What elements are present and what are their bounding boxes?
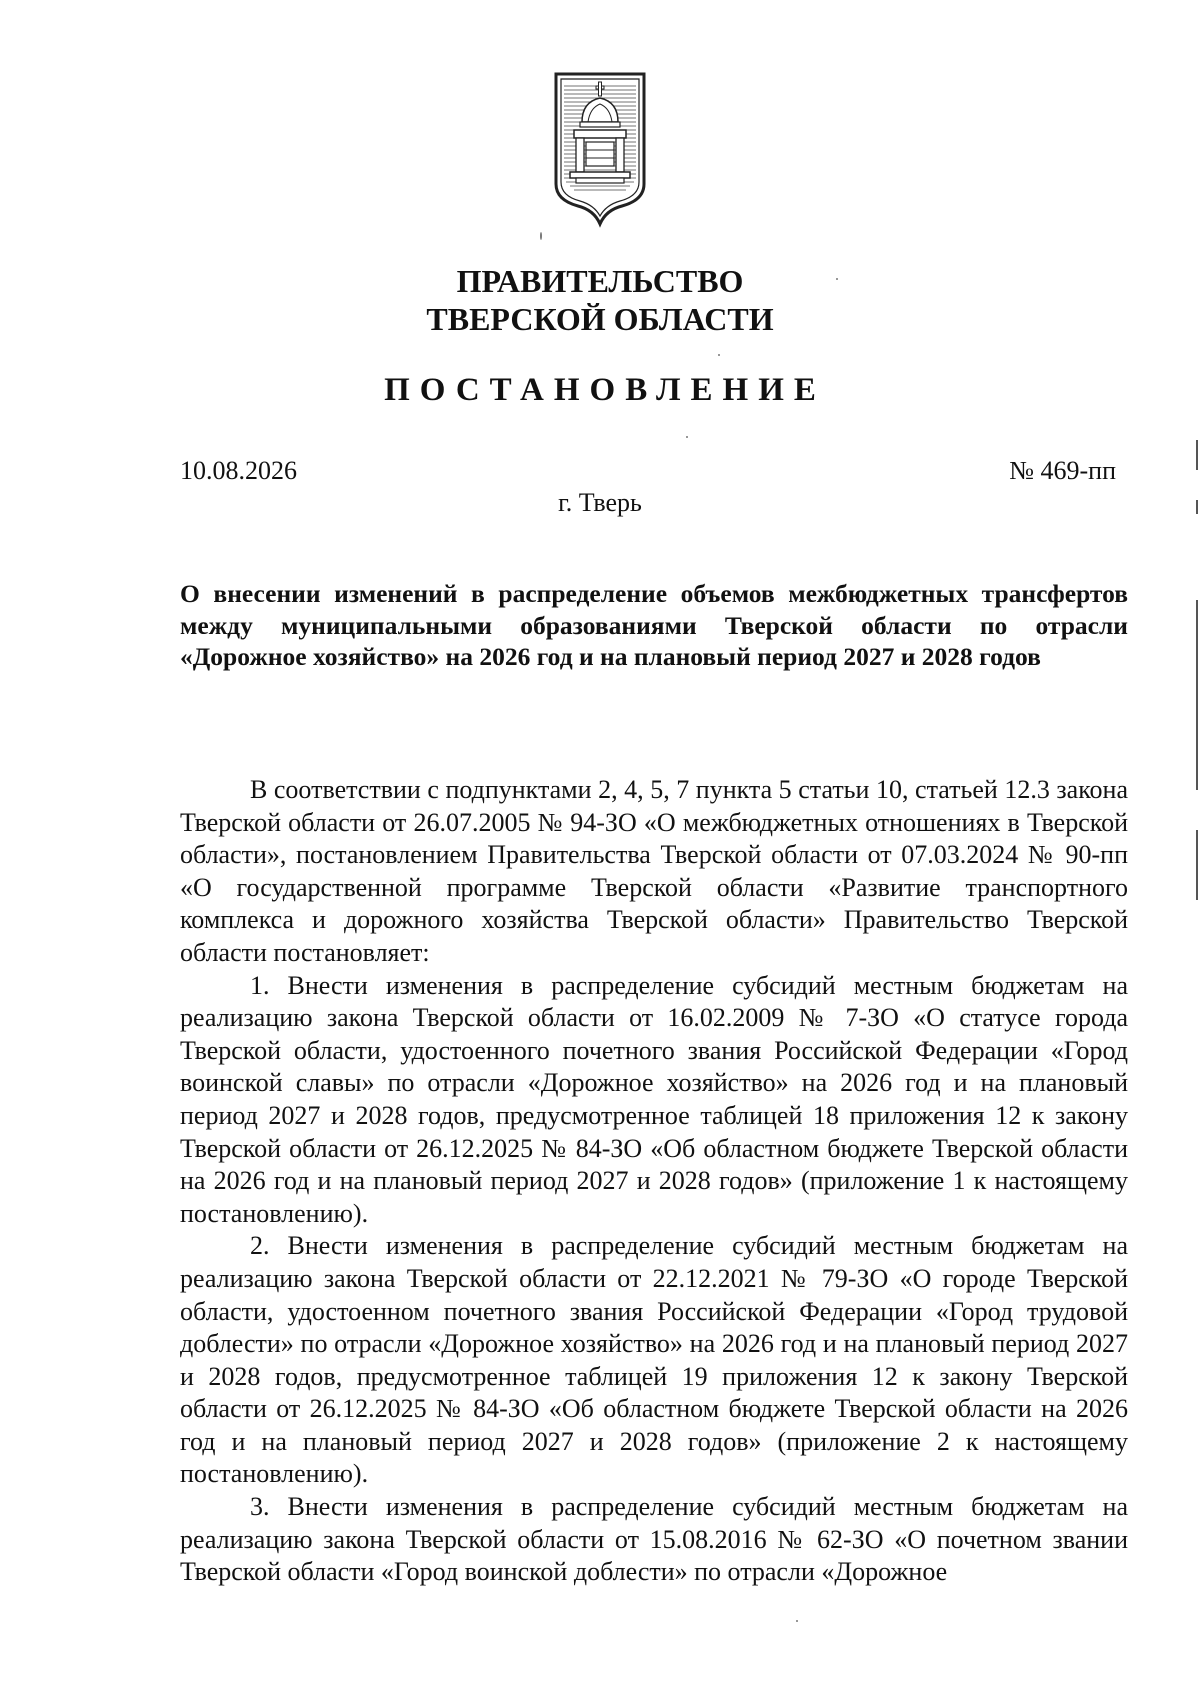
authority-line-2: ТВЕРСКОЙ ОБЛАСТИ — [426, 301, 774, 337]
document-body — [180, 774, 1128, 1589]
scan-edge-mark — [1196, 830, 1198, 900]
scan-speck — [540, 232, 542, 240]
document-city: г. Тверь — [558, 488, 642, 517]
scan-speck — [686, 436, 688, 438]
scan-edge-mark — [1196, 500, 1198, 514]
issuing-authority — [0, 262, 1200, 338]
scan-speck — [836, 278, 838, 280]
item-1-paragraph: 1. Внести изменения в распределение субсидий местным бюджетам на реализацию закона Тверской области от 16.02.2009 № 7-ЗО «О статусе города Тверской области, удостоенного почетного звания Российской Федерации «Город воинской славы» по отрасли «Дорожное хозяйство» на 2026 год и на плановый период 2027 и 2028 годов, предусмотренное таблицей 18 приложения 12 к закону Тверской области от 26.12.2025 № 84-ЗО «Об областном бюджете Тверской области на 2026 год и на плановый период 2027 и 2028 годов» (приложение 1 к настоящему постановлению). — [180, 970, 1128, 1228]
scan-edge-mark — [1196, 440, 1198, 470]
preamble-paragraph: В соответствии с подпунктами 2, 4, 5, 7 пункта 5 статьи 10, статьей 12.3 закона Тверской области от 26.07.2005 № 94-ЗО «О межбюджетных отношениях в Тверской области», постановлением Правительства Тверской области от 07.03.2024 № 90-пп «О государственной программе Тверской области «Развитие транспортного комплекса и дорожного хозяйства Тверской области» Правительство Тверской области постановляет: — [180, 775, 1128, 967]
authority-line-1: ПРАВИТЕЛЬСТВО — [456, 263, 744, 299]
document-subject: О внесении изменений в распределение объемов межбюджетных трансфертов между муниципальными образованиями Тверской области по отрасли «Дорожное хозяйство» на 2026 год и на плановый период 2027 и 2028 годов — [180, 579, 1128, 671]
scan-speck — [718, 354, 720, 356]
scan-speck — [796, 1620, 798, 1622]
scan-edge-mark — [1196, 600, 1198, 790]
document-date: 10.08.2026 — [180, 456, 297, 485]
document-number: № 469-пп — [1009, 456, 1116, 485]
document-type: ПОСТАНОВЛЕНИЕ — [384, 372, 826, 408]
item-2-paragraph: 2. Внести изменения в распределение субсидий местным бюджетам на реализацию закона Тверской области от 22.12.2021 № 79-ЗО «О городе Тверской области, удостоенном почетного звания Российской Федерации «Город трудовой доблести» по отрасли «Дорожное хозяйство» на 2026 год и на плановый период 2027 и 2028 годов, предусмотренное таблицей 19 приложения 12 к закону Тверской области от 26.12.2025 № 84-ЗО «Об областном бюджете Тверской области на 2026 год и на плановый период 2027 и 2028 годов» (приложение 2 к настоящему постановлению). — [180, 1231, 1128, 1489]
item-3-paragraph: 3. Внести изменения в распределение субсидий местным бюджетам на реализацию закона Тверской области от 15.08.2016 № 62-ЗО «О почетном звании Тверской области «Город воинской доблести» по отрасли «Дорожное — [180, 1492, 1128, 1587]
coat-of-arms-emblem — [552, 72, 648, 230]
